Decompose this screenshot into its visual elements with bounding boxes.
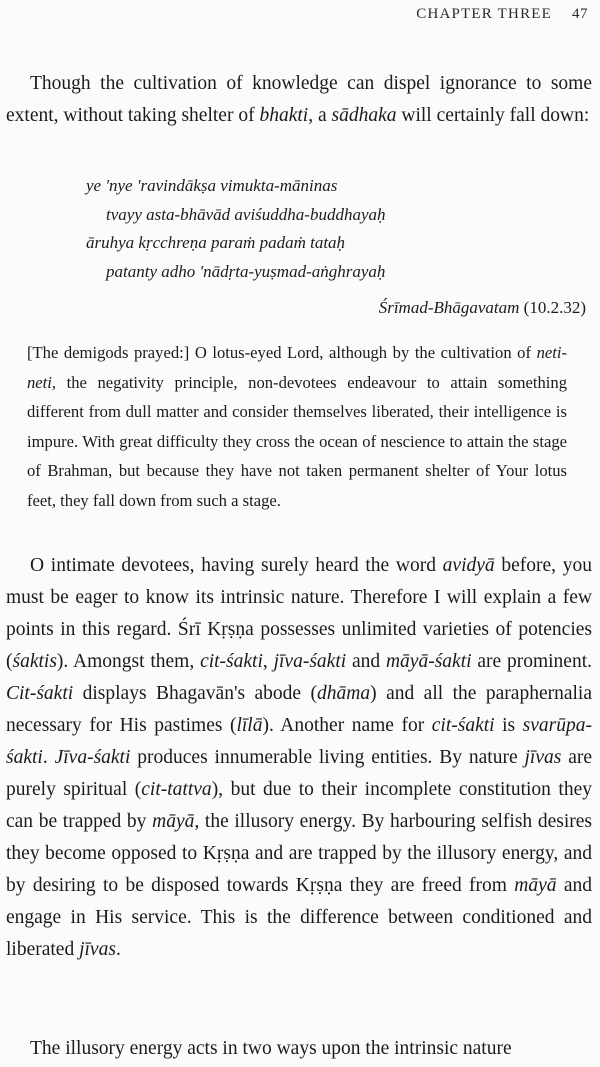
continuation-paragraph: The illusory energy acts in two ways upon the intrinsic nature — [30, 1038, 512, 1059]
verse-line: āruhya kṛcchreṇa paraṁ padaṁ tataḥ — [86, 233, 346, 252]
term-avidya: avidyā — [442, 555, 495, 576]
source-work: Śrīmad-Bhāgavatam — [378, 298, 520, 317]
term-saktis: śaktis — [12, 651, 57, 672]
body-paragraph: O intimate devotees, having surely heard the word avidyā before, you must be eager to know its intrinsic nature. Therefore I will explain a few points in this regard. Śrī Kṛṣṇa possesses unlimited varieties of potencies (śaktis). Amongst them, cit-śakti, jīva-śakti and māyā-śakti are prominent. Cit-śakti displays Bhagavān's abode (dhāma) and all the paraphernalia necessary for His pastimes (līlā). Another name for cit-śakti is svarūpa-śakti. Jīva-śakti produces innumerable living entities. By nature jīvas are purely spiritual (cit-tattva), but due to their incomplete constitution they can be trapped by māyā, the illusory energy. By harbouring selfish desires they become opposed to Kṛṣṇa and are trapped by the illusory energy, and by desiring to be disposed towards Kṛṣṇa they are freed from māyā and engage in His service. This is the difference between conditioned and liberated jīvas. — [6, 555, 593, 960]
term-jiva-sakti: Jīva-śakti — [54, 747, 131, 768]
term-maya: māyā — [152, 811, 195, 832]
source-reference: (10.2.32) — [519, 298, 586, 317]
verse-source — [379, 298, 586, 318]
term-jivas: jīvas — [79, 939, 116, 960]
term-cit-sakti: Cit-śakti — [6, 683, 74, 704]
page-number: 47 — [572, 6, 588, 22]
verse-line: patanty adho 'nādṛta-yuṣmad-aṅghrayaḥ — [106, 261, 386, 281]
term-cit-sakti: cit-śakti — [431, 715, 495, 736]
verse-line: tvayy asta-bhāvād aviśuddha-buddhayaḥ — [106, 204, 386, 224]
term-svarupa-sakti: svarūpa-śakti — [6, 715, 592, 768]
verse-line: ye 'nye 'ravindākṣa vimukta-māninas — [86, 176, 338, 195]
sanskrit-verse — [86, 172, 556, 286]
term-lila: līlā — [236, 715, 263, 736]
term-sadhaka: sādhaka — [331, 105, 397, 126]
chapter-title: CHAPTER THREE — [416, 6, 552, 22]
term-cit-sakti: cit-śakti — [200, 651, 263, 672]
term-neti-neti: neti-neti — [27, 343, 567, 392]
term-jiva-sakti: jīva-śakti — [273, 651, 347, 672]
verse-translation: [The demigods prayed:] O lotus-eyed Lord, although by the cultivation of neti-neti, the negativity principle, non-devotees endeavour to attain something different from dull matter and consider themselves liberated, their intelligence is impure. With great difficulty they cross the ocean of nescience to attain the stage of Brahman, but because they have not taken permanent shelter of Your lotus feet, they fall down from such a stage. — [27, 343, 567, 510]
term-jivas: jīvas — [524, 747, 562, 768]
running-head — [416, 6, 588, 23]
term-bhakti: bhakti — [259, 105, 309, 126]
intro-paragraph: Though the cultivation of knowledge can dispel ignorance to some extent, without taking shelter of bhakti, a sādhaka will certainly fall down: — [6, 73, 592, 126]
term-maya: māyā — [514, 875, 557, 896]
term-maya-sakti: māyā-śakti — [385, 651, 472, 672]
term-cit-tattva: cit-tattva — [141, 779, 212, 800]
term-dhama: dhāma — [317, 683, 371, 704]
